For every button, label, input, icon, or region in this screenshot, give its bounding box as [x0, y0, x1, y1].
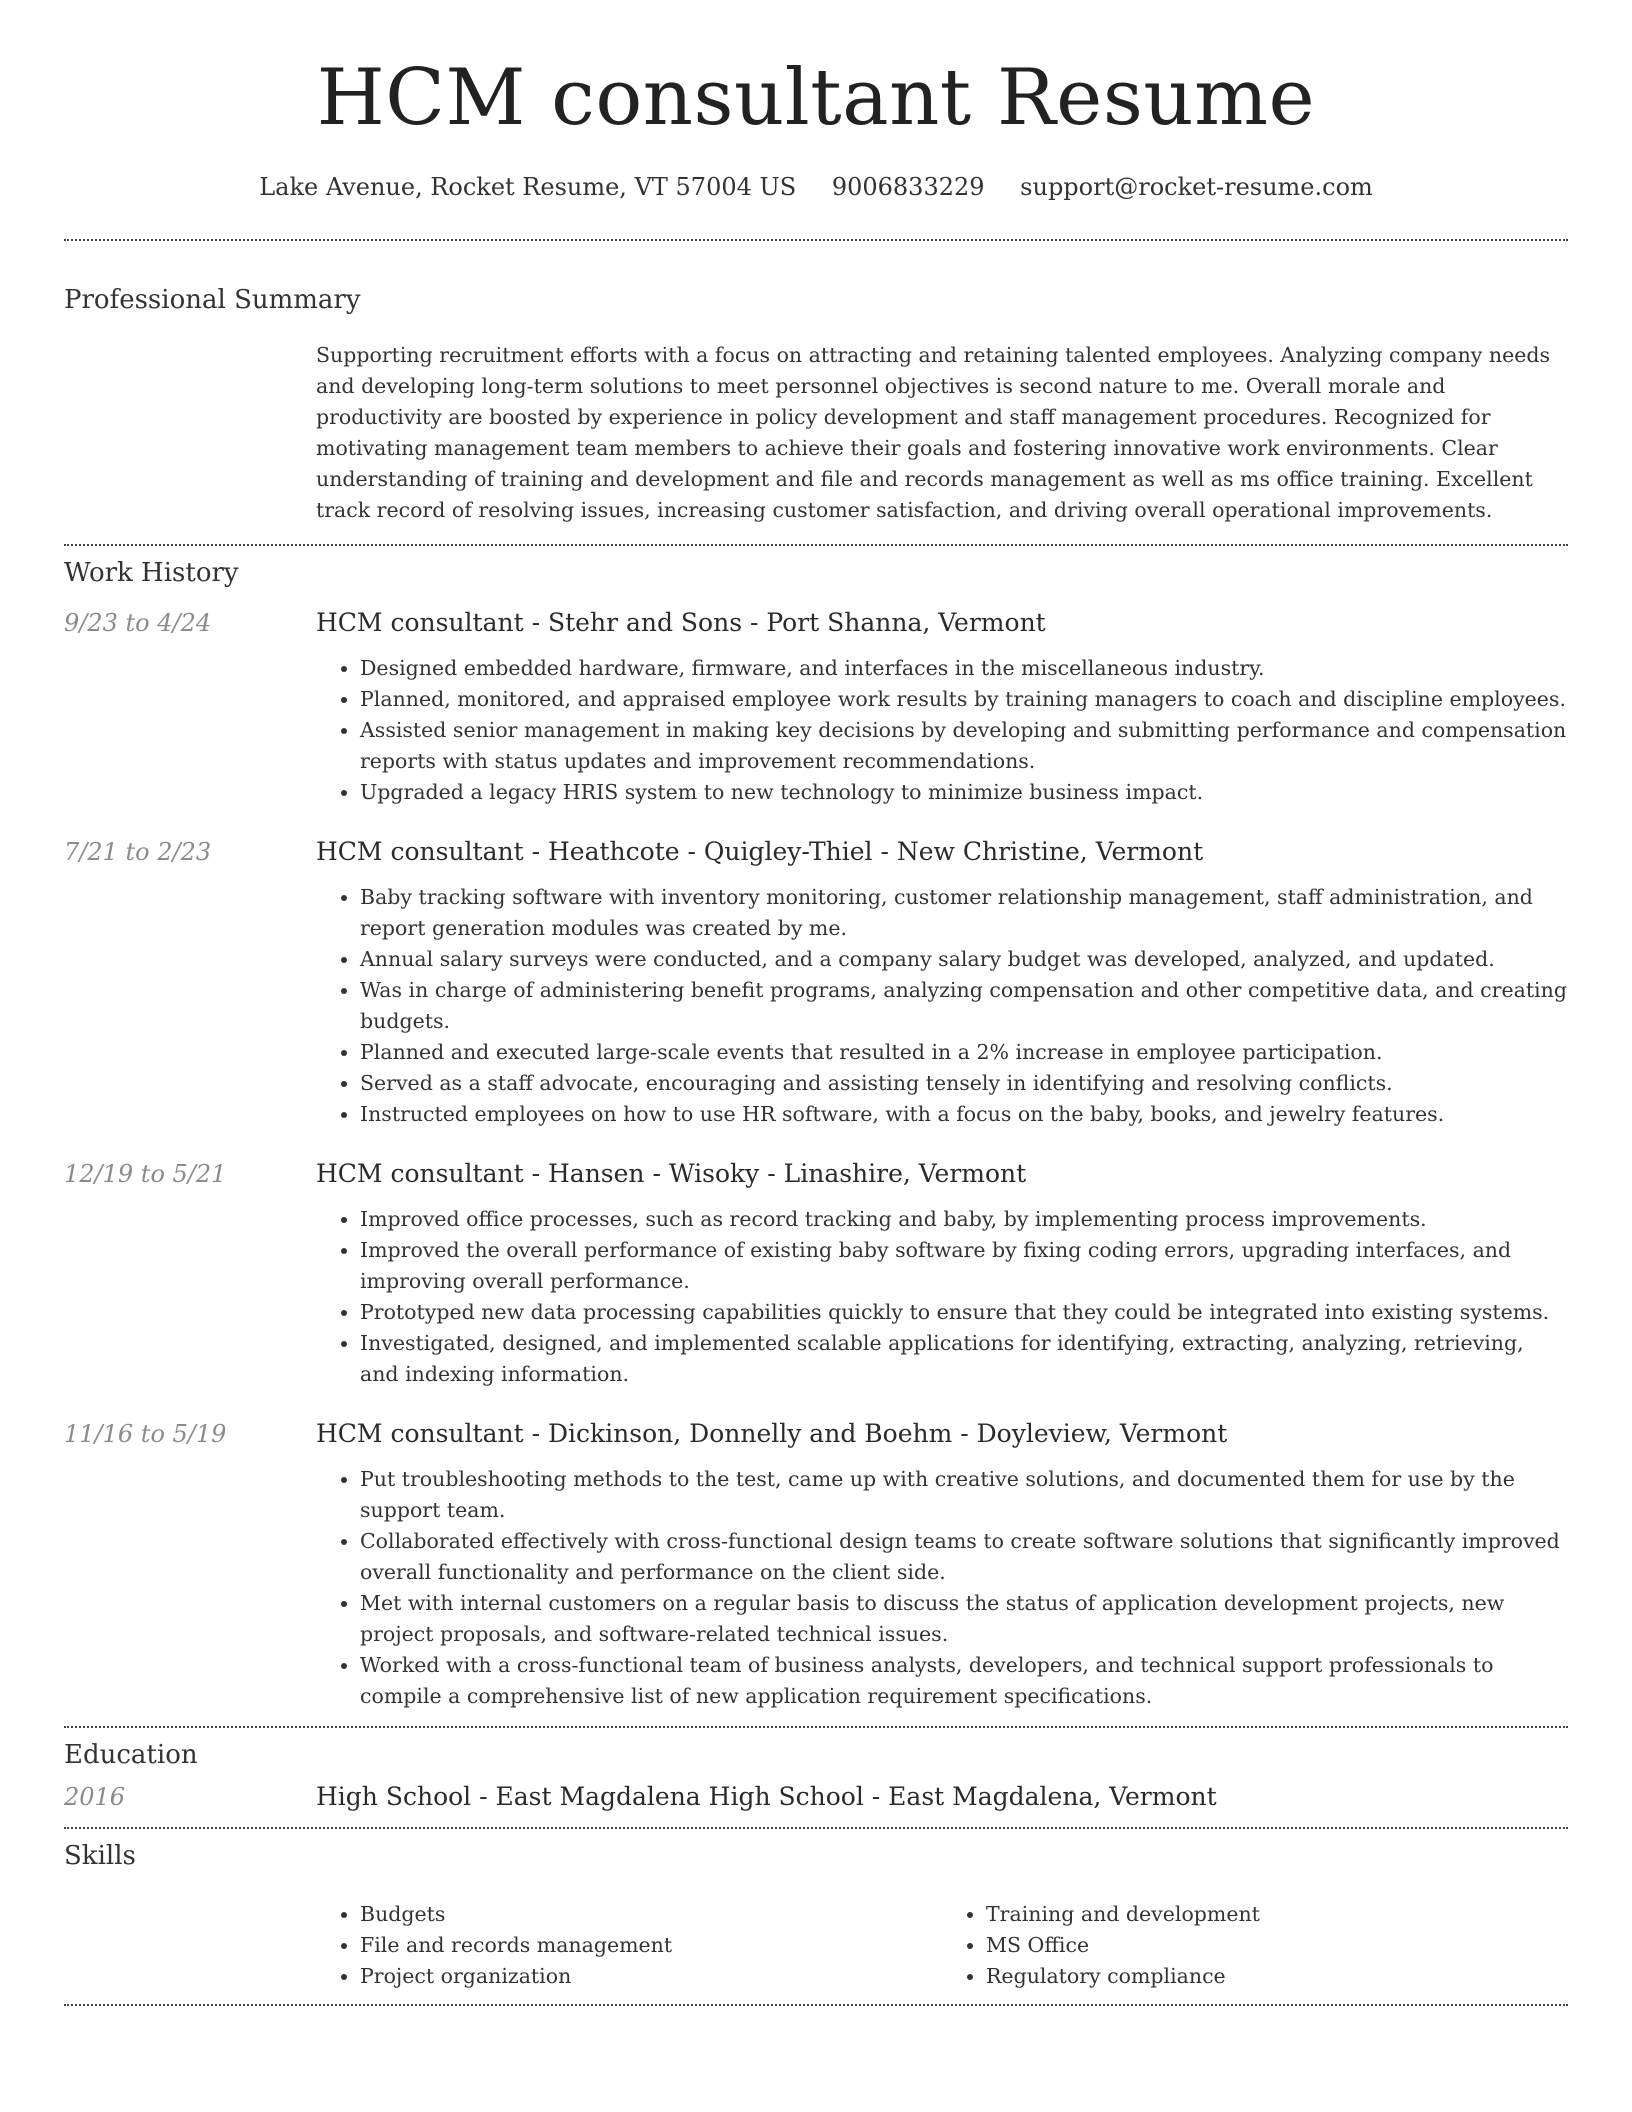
- skill-item: • Regulatory compliance: [986, 1961, 1568, 1992]
- skills-column-right: [942, 1899, 1568, 1992]
- skill-item: • Training and development: [986, 1899, 1568, 1930]
- job-heading: HCM consultant - Heathcote - Quigley-Thiel - New Christine, Vermont: [316, 837, 1204, 867]
- job-bullet: • Improved office processes, such as record tracking and baby, by implementing process improvements.: [360, 1204, 1568, 1235]
- job-entry: [64, 607, 1568, 808]
- skill-item: • MS Office: [986, 1930, 1568, 1961]
- summary-text: Supporting recruitment efforts with a focus on attracting and retaining talented employees. Analyzing company needs and developing long-term solutions to meet personnel objectives is second nature to me. Overall morale and productivity are boosted by experience in policy development and staff management procedures. Recognized for motivating management team members to achieve their goals and fostering innovative work environments. Clear understanding of training and development and file and records management as well as ms office training. Excellent track record of resolving issues, increasing customer satisfaction, and driving overall operational improvements.: [316, 342, 1551, 522]
- job-bullets: [316, 1204, 1568, 1390]
- job-entry: [64, 836, 1568, 1130]
- job-bullets: [316, 882, 1568, 1130]
- contact-address: Lake Avenue, Rocket Resume, VT 57004 US: [259, 172, 797, 201]
- skill-item: • File and records management: [360, 1930, 942, 1961]
- job-bullet: • Was in charge of administering benefit programs, analyzing compensation and other competitive data, and creating budgets.: [360, 975, 1568, 1037]
- education-entry: [64, 1781, 1568, 1813]
- job-bullet: • Served as a staff advocate, encouraging and assisting tensely in identifying and resolving conflicts.: [360, 1068, 1568, 1099]
- skill-item: • Project organization: [360, 1961, 942, 1992]
- section-divider: [64, 544, 1568, 546]
- job-heading: HCM consultant - Hansen - Wisoky - Linashire, Vermont: [316, 1159, 1027, 1189]
- job-bullet: • Investigated, designed, and implemented scalable applications for identifying, extracting, analyzing, retrieving, and indexing information.: [360, 1328, 1568, 1390]
- job-bullets: [316, 653, 1568, 808]
- job-bullet: • Worked with a cross-functional team of business analysts, developers, and technical support professionals to compile a comprehensive list of new application requirement specifications.: [360, 1650, 1568, 1712]
- job-entry: [64, 1418, 1568, 1712]
- job-bullet: • Annual salary surveys were conducted, and a company salary budget was developed, analyzed, and updated.: [360, 944, 1568, 975]
- job-bullet: • Planned and executed large-scale events that resulted in a 2% increase in employee participation.: [360, 1037, 1568, 1068]
- job-bullet: • Prototyped new data processing capabilities quickly to ensure that they could be integrated into existing systems.: [360, 1297, 1568, 1328]
- job-heading: HCM consultant - Stehr and Sons - Port Shanna, Vermont: [316, 608, 1046, 638]
- contact-line: [64, 172, 1568, 203]
- education-heading-line: High School - East Magdalena High School - East Magdalena, Vermont: [316, 1782, 1217, 1812]
- job-bullets: [316, 1464, 1568, 1712]
- job-dates: 12/19 to 5/21: [64, 1160, 227, 1189]
- section-divider: [64, 1827, 1568, 1829]
- job-bullet: • Instructed employees on how to use HR software, with a focus on the baby, books, and jewelry features.: [360, 1099, 1568, 1130]
- job-bullet: • Collaborated effectively with cross-functional design teams to create software solutions that significantly improved overall functionality and performance on the client side.: [360, 1526, 1568, 1588]
- education-year: 2016: [64, 1783, 126, 1812]
- education-heading: Education: [64, 1740, 198, 1771]
- job-dates: 9/23 to 4/24: [64, 609, 212, 638]
- skill-item: • Budgets: [360, 1899, 942, 1930]
- job-entry: [64, 1158, 1568, 1390]
- contact-email: support@rocket-resume.com: [1020, 172, 1373, 201]
- job-bullet: • Planned, monitored, and appraised employee work results by training managers to coach and discipline employees.: [360, 684, 1568, 715]
- section-divider: [64, 239, 1568, 241]
- skills-heading: Skills: [64, 1841, 136, 1872]
- job-bullet: • Baby tracking software with inventory monitoring, customer relationship management, staff administration, and report generation modules was created by me.: [360, 882, 1568, 944]
- section-divider: [64, 2004, 1568, 2006]
- job-bullet: • Improved the overall performance of existing baby software by fixing coding errors, upgrading interfaces, and improving overall performance.: [360, 1235, 1568, 1297]
- work-history-heading: Work History: [64, 557, 239, 588]
- job-dates: 11/16 to 5/19: [64, 1420, 227, 1449]
- skills-column-left: [316, 1899, 942, 1992]
- section-divider: [64, 1726, 1568, 1728]
- job-bullet: • Designed embedded hardware, firmware, and interfaces in the miscellaneous industry.: [360, 653, 1568, 684]
- job-bullet: • Assisted senior management in making key decisions by developing and submitting performance and compensation reports with status updates and improvement recommendations.: [360, 715, 1568, 777]
- job-bullet: • Put troubleshooting methods to the test, came up with creative solutions, and documented them for use by the support team.: [360, 1464, 1568, 1526]
- contact-phone: 9006833229: [831, 172, 985, 201]
- job-heading: HCM consultant - Dickinson, Donnelly and Boehm - Doyleview, Vermont: [316, 1419, 1228, 1449]
- resume-title: HCM consultant Resume: [316, 53, 1316, 143]
- skills-grid: [316, 1899, 1568, 1992]
- summary-heading: Professional Summary: [64, 284, 361, 315]
- job-bullet: • Met with internal customers on a regular basis to discuss the status of application development projects, new project proposals, and software-related technical issues.: [360, 1588, 1568, 1650]
- job-dates: 7/21 to 2/23: [64, 838, 212, 867]
- job-bullet: • Upgraded a legacy HRIS system to new technology to minimize business impact.: [360, 777, 1568, 808]
